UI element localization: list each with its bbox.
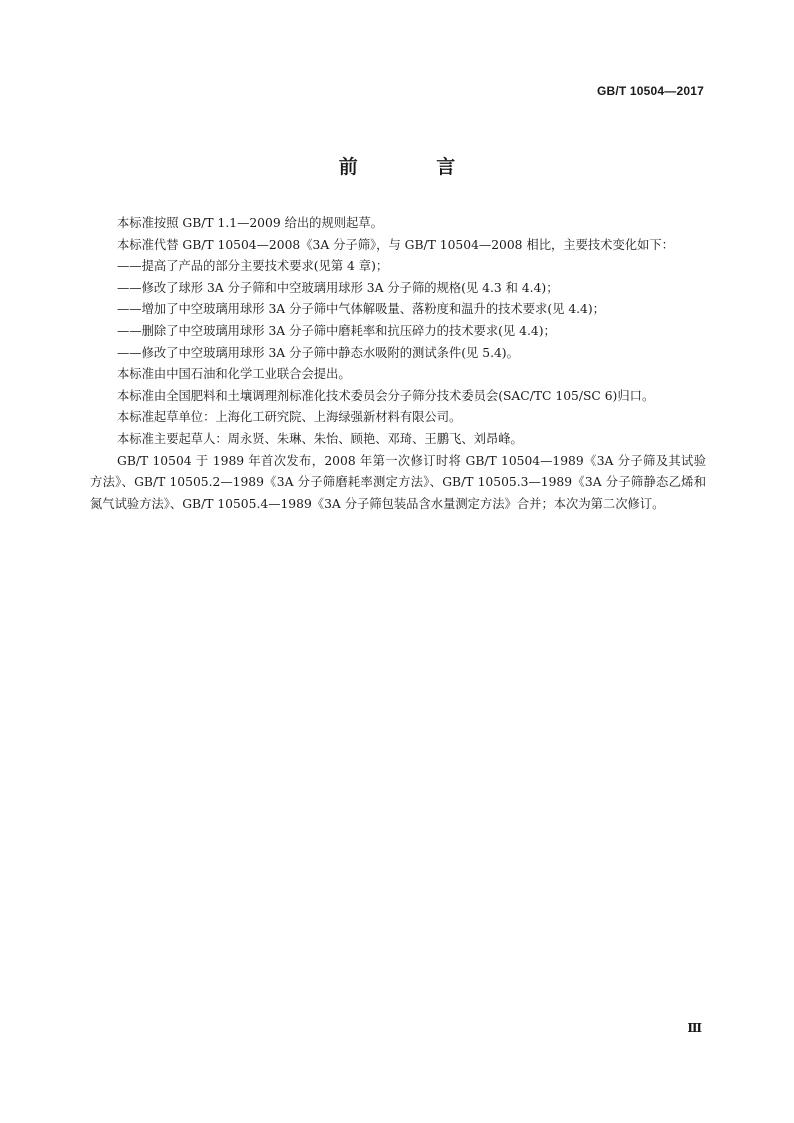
paragraph-replacement: 本标准代替 GB/T 10504—2008《3A 分子筛》，与 GB/T 10504—2008 相比，主要技术变化如下： <box>117 237 674 252</box>
paragraph-drafters: 本标准主要起草人：周永贤、朱琳、朱怡、顾艳、邓琦、王鹏飞、刘昂峰。 <box>117 431 523 446</box>
change-item: ——修改了中空玻璃用球形 3A 分子筛中静态水吸附的测试条件(见 5.4)。 <box>117 345 519 360</box>
foreword-body <box>90 213 706 515</box>
paragraph-drafting-rules: 本标准按照 GB/T 1.1—2009 给出的规则起草。 <box>117 216 383 230</box>
paragraph-drafting-units: 本标准起草单位：上海化工研究院、上海绿强新材料有限公司。 <box>117 410 462 425</box>
standard-code: GB/T 10504—2017 <box>596 84 704 98</box>
change-item: ——增加了中空玻璃用球形 3A 分子筛中气体解吸量、落粉度和温升的技术要求(见 4.4)； <box>117 302 605 317</box>
change-item: ——修改了球形 3A 分子筛和中空玻璃用球形 3A 分子筛的规格(见 4.3 和 4.4)； <box>117 280 559 295</box>
page-number: Ⅲ <box>687 1021 702 1035</box>
paragraph-technical-committee: 本标准由全国肥料和土壤调理剂标准化技术委员会分子筛分技术委员会(SAC/TC 105/SC 6)归口。 <box>117 388 655 403</box>
paragraph-history: GB/T 10504 于 1989 年首次发布，2008 年第一次修订时将 GB/T 10504—1989《3A 分子筛及其试验方法》、GB/T 10505.2—1989《3A 分子筛磨耗率测定方法》、GB/T 10505.3—1989《3A 分子筛静态乙烯和氮气试验方法》、GB/T 10505.4—1989《3A 分子筛包装品含水量测定方法》合并；本次为第二次修订。 <box>90 453 706 511</box>
page-title: 前 言 <box>338 156 492 178</box>
change-item: ——提高了产品的部分主要技术要求(见第 4 章)； <box>117 259 389 274</box>
paragraph-proposer: 本标准由中国石油和化学工业联合会提出。 <box>117 367 351 382</box>
change-item: ——删除了中空玻璃用球形 3A 分子筛中磨耗率和抗压碎力的技术要求(见 4.4)； <box>117 323 556 338</box>
